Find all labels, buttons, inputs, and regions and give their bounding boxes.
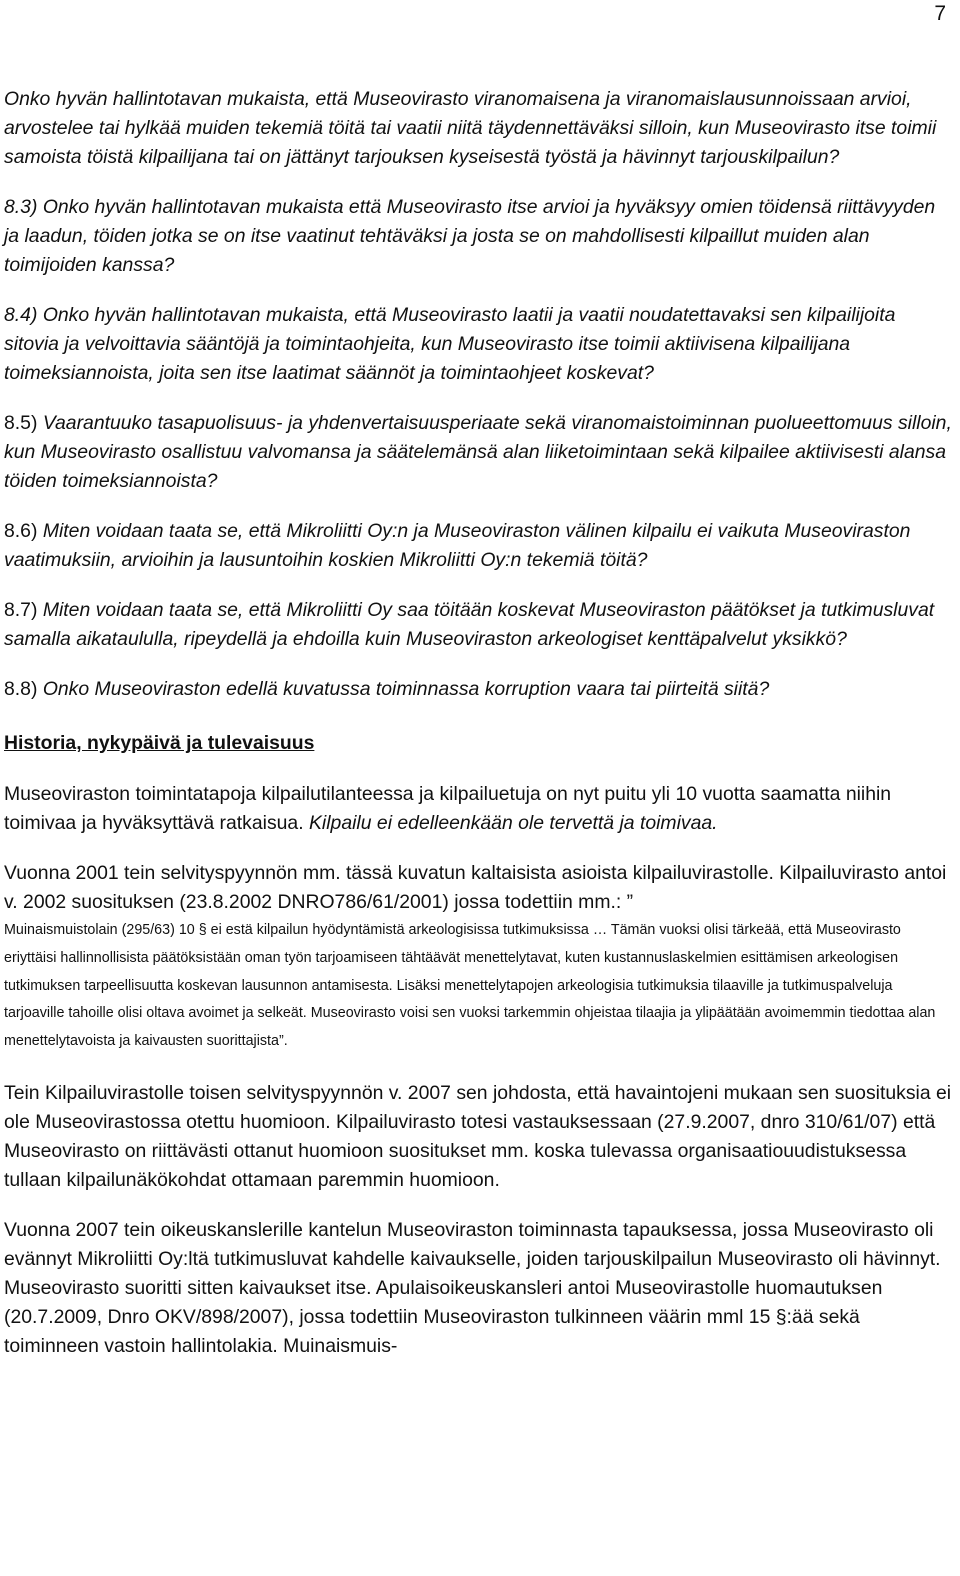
question-8-3 bbox=[4, 193, 952, 280]
history-paragraph-4: Vuonna 2007 tein oikeuskanslerille kantelun Museoviraston toiminnasta tapauksessa, jossa Museovirasto oli evännyt Mikroliitti Oy:ltä tutkimusluvat kahdelle kaivaukselle, joiden tarjouskilpailun Museovirasto oli hävinnyt. Museovirasto suoritti sitten kaivaukset itse. Apulaisoikeuskansleri antoi Museovirastolle huomautuksen (20.7.2009, Dnro OKV/898/2007), jossa todettiin Museoviraston tulkinneen väärin mml 15 §:ää sekä toiminneen vastoin hallintolakia. Muinaismuis- bbox=[4, 1218, 941, 1357]
question-text: Onko hyvän hallintotavan mukaista että Museovirasto itse arvioi ja hyväksyy omien töidensä riittävyyden ja laadun, töiden jotka se on itse vaatinut tehtäväksi ja josta se on mahdollisesti kilpaillut muiden alan toimijoiden kanssa? bbox=[4, 196, 936, 276]
section-heading: Historia, nykypäivä ja tulevaisuus bbox=[4, 732, 315, 754]
question-text: Miten voidaan taata se, että Mikroliitti Oy:n ja Museoviraston välinen kilpailu ei vaikuta Museoviraston vaatimuksiin, arvioihin ja lausuntoihin koskien Mikroliitti Oy:n tekemiä töitä? bbox=[4, 520, 911, 571]
history-paragraph-1-emphasis: Kilpailu ei edelleenkään ole tervettä ja toimivaa. bbox=[309, 812, 718, 834]
history-paragraph-1-text: Museoviraston toimintatapoja kilpailutilanteessa ja kilpailuetuja on nyt puitu yli 10 vuotta saamatta niihin toimivaa ja hyväksyttävä ratkaisua. bbox=[4, 783, 892, 834]
recommendation-quote: Muinaismuistolain (295/63) 10 § ei estä kilpailun hyödyntämistä arkeologisissa tutkimuksissa … Tämän vuoksi olisi tärkeää, että Museovirasto eriyttäisi hallinnollisista päätöksistään oman työn tarjoamiseen tähtäävät menettelytavat, kuten kustannuslaskelmien esittämisen arkeologisen tutkimuksen tarpeellisuutta koskevan lausunnon antamisesta. Lisäksi menettelytapojen arkeologisia tutkimuksia tilaaville ja tutkimuspalveluja tarjoaville tahoille olisi oltava avoimet ja selkeät. Museovirasto voisi sen vuoksi tarkemmin ohjeistaa tilaajia ja ylipäätään avoimemmin tiedottaa alan menettelytavoista ja kaivausten suorittajista”. bbox=[4, 922, 936, 1050]
history-paragraph-3: Tein Kilpailuvirastolle toisen selvityspyynnön v. 2007 sen johdosta, että havaintojeni mukaan sen suosituksia ei ole Museovirastossa otettu huomioon. Kilpailuvirasto totesi vastauksessaan (27.9.2007, dnro 310/61/07) että Museovirasto on riittävästi ottanut huomioon suositukset mm. koska tulevassa organisaatiouudistuksessa tullaan kilpailunäkökohdat ottamaan paremmin huomioon. bbox=[4, 1081, 952, 1191]
question-number: 8.3) bbox=[4, 196, 38, 218]
question-number: 8.5) bbox=[4, 412, 38, 434]
question-number: 8.8) bbox=[4, 678, 38, 700]
page-number: 7 bbox=[934, 2, 946, 25]
question-text: Onko Museoviraston edellä kuvatussa toiminnassa korruption vaara tai piirteitä siitä? bbox=[42, 678, 770, 700]
question-number: 8.6) bbox=[4, 520, 38, 542]
question-8-4 bbox=[4, 301, 952, 388]
question-8-8 bbox=[4, 675, 952, 704]
question-number: 8.4) bbox=[4, 304, 38, 326]
history-paragraph-1 bbox=[4, 780, 952, 838]
question-text: Miten voidaan taata se, että Mikroliitti Oy saa töitään koskevat Museoviraston päätökset ja tutkimusluvat samalla aikataululla, ripeydellä ja ehdoilla kuin Museoviraston arkeologiset kenttäpalvelut yksikkö? bbox=[4, 599, 935, 650]
question-intro: Onko hyvän hallintotavan mukaista, että Museovirasto viranomaisena ja viranomaislausunnoissaan arvioi, arvostelee tai hylkää muiden tekemiä töitä tai vaatii niitä täydennettäväksi silloin, kun Museovirasto itse toimii samoista töistä kilpailijana tai on jättänyt tarjouksen kyseisestä työstä ja hävinnyt tarjouskilpailun? bbox=[4, 88, 937, 168]
question-8-6 bbox=[4, 517, 952, 575]
document-body bbox=[4, 85, 952, 1382]
question-number: 8.7) bbox=[4, 599, 38, 621]
question-8-5 bbox=[4, 409, 952, 496]
history-paragraph-2: Vuonna 2001 tein selvityspyynnön mm. tässä kuvatun kaltaisista asioista kilpailuvirastolle. Kilpailuvirasto antoi v. 2002 suosituksen (23.8.2002 DNRO786/61/2001) jossa todettiin mm.: ” bbox=[4, 862, 947, 913]
question-8-7 bbox=[4, 596, 952, 654]
question-text: Onko hyvän hallintotavan mukaista, että Museovirasto laatii ja vaatii noudatettavaksi sen kilpailijoita sitovia ja velvoittavia sääntöjä ja toimintaohjeita, kun Museovirasto itse toimii aktiivisena kilpailijana toimeksiannoista, joita sen itse laatimat säännöt ja toimintaohjeet koskevat? bbox=[4, 304, 896, 384]
question-text: Vaarantuuko tasapuolisuus- ja yhdenvertaisuusperiaate sekä viranomaistoiminnan puolueettomuus silloin, kun Museovirasto osallistuu valvomansa ja säätelemänsä alan liiketoimintaan sekä kilpailee aktiivisesti alansa töiden toimeksiannoista? bbox=[4, 412, 952, 492]
